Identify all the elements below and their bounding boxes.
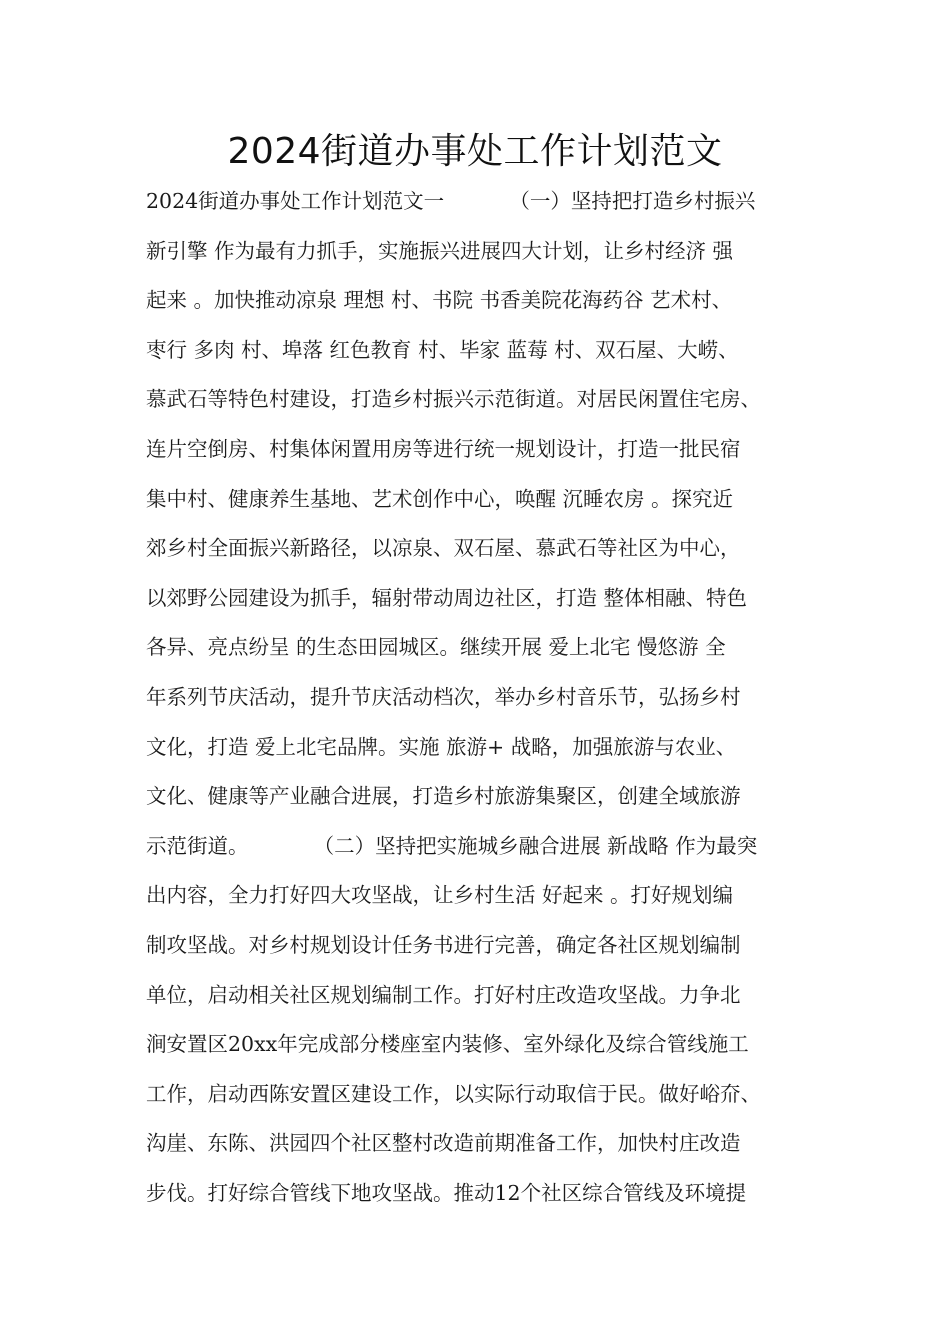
document-body: [146, 181, 836, 1222]
document-title: 2024街道办事处工作计划范文: [227, 131, 723, 172]
text-line: 沟崖、东陈、洪园四个社区整村改造前期准备工作，加快村庄改造: [146, 1131, 741, 1156]
text-line: 以郊野公园建设为抓手，辐射带动周边社区，打造 整体相融、特色: [146, 585, 748, 610]
text-line: 涧安置区20xx年完成部分楼座室内装修、室外绿化及综合管线施工: [146, 1032, 749, 1057]
text-line: 文化，打造 爱上北宅品牌。实施 旅游+ 战略，加强旅游与农业、: [146, 734, 737, 759]
text-line: 郊乡村全面振兴新路径，以凉泉、双石屋、慕武石等社区为中心，: [146, 536, 741, 561]
text-line: 文化、健康等产业融合进展，打造乡村旅游集聚区，创建全域旅游: [146, 784, 741, 809]
text-line: 起来 。加快推动凉泉 理想 村、书院 书香美院花海药谷 艺术村、: [146, 288, 733, 313]
text-line: 制攻坚战。对乡村规划设计任务书进行完善，确定各社区规划编制: [146, 932, 741, 957]
text-line: 集中村、健康养生基地、艺术创作中心，唤醒 沉睡农房 。探究近: [146, 486, 734, 511]
text-line: 示范街道。 （二）坚持把实施城乡融合进展 新战略 作为最突: [146, 833, 758, 858]
text-line: 工作，启动西陈安置区建设工作，以实际行动取信于民。做好峪夼、: [146, 1081, 761, 1106]
text-line: 新引擎 作为最有力抓手，实施振兴进展四大计划，让乡村经济 强: [146, 238, 734, 263]
text-line: 慕武石等特色村建设，打造乡村振兴示范街道。对居民闲置住宅房、: [146, 387, 761, 412]
text-line: 年系列节庆活动，提升节庆活动档次，举办乡村音乐节，弘扬乡村: [146, 684, 741, 709]
text-line: 连片空倒房、村集体闲置用房等进行统一规划设计，打造一批民宿: [146, 436, 741, 461]
text-line: 出内容，全力打好四大攻坚战，让乡村生活 好起来 。打好规划编: [146, 883, 734, 908]
text-line: 步伐。打好综合管线下地攻坚战。推动12个社区综合管线及环境提: [146, 1180, 747, 1205]
text-line: 单位，启动相关社区规划编制工作。打好村庄改造攻坚战。力争北: [146, 982, 741, 1007]
text-line: 枣行 多肉 村、埠落 红色教育 村、毕家 蓝莓 村、双石屋、大崂、: [146, 337, 739, 362]
text-line: 2024街道办事处工作计划范文一 （一）坚持把打造乡村振兴: [146, 189, 756, 213]
text-line: 各异、亮点纷呈 的生态田园城区。继续开展 爱上北宅 慢悠游 全: [146, 635, 726, 660]
